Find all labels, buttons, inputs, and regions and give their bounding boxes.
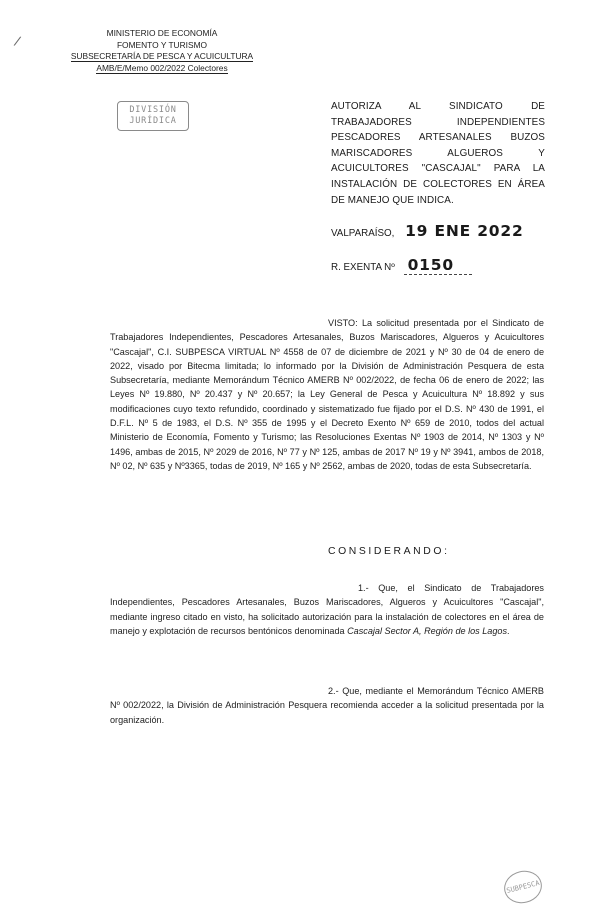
division-stamp: [117, 101, 189, 131]
resolution-label: R. EXENTA Nº: [331, 262, 395, 273]
reference-code: AMB/E/Memo 002/2022 Colectores: [96, 62, 228, 73]
considerando-item-2: [110, 684, 544, 727]
item-1-end: .: [507, 625, 510, 636]
round-stamp-text: SUBPESCA: [505, 879, 541, 895]
visto-label: VISTO:: [328, 318, 358, 328]
subsecretariat-name: SUBSECRETARÍA DE PESCA Y ACUICULTURA: [70, 51, 254, 61]
ministry-name: MINISTERIO DE ECONOMÍA: [106, 28, 218, 38]
item-1-text: Que, el Sindicato de Trabajadores Independientes, Pescadores Artesanales, Buzos Mariscadores, Algueros y Acuicultores "Cascajal", mediante ingreso citado en visto, ha solicitado autorización para la instalación de colectores en el área de manejo y explotación de recursos bentónicos denominada: [110, 583, 544, 636]
ministry-subtitle: FOMENTO Y TURISMO: [116, 39, 208, 50]
resolution-number: [331, 256, 531, 274]
considerando-item-1: [110, 581, 544, 638]
item-2-number: 2.-: [328, 686, 339, 696]
margin-pen-mark: /: [12, 33, 23, 49]
item-1-number: 1.-: [358, 583, 369, 593]
place-date: [331, 222, 531, 240]
item-2-text: Que, mediante el Memorándum Técnico AMERB Nº 002/2022, la División de Administración Pesquera recomienda acceder a la solicitud presentada por la organización.: [110, 686, 544, 725]
visto-paragraph: [110, 316, 544, 473]
document-title: AUTORIZA AL SINDICATO DE TRABAJADORES INDEPENDIENTES PESCADORES ARTESANALES BUZOS MARISCADORES ALGUEROS Y ACUICULTORES "CASCAJAL" PARA LA INSTALACIÓN DE COLECTORES EN ÁREA DE MANEJO QUE INDICA.: [331, 101, 545, 206]
letterhead: [62, 28, 262, 74]
item-1-area-name: Cascajal Sector A, Región de los Lagos: [347, 625, 508, 636]
round-stamp: [501, 867, 546, 907]
visto-text: La solicitud presentada por el Sindicato de Trabajadores Independientes, Pescadores Artesanales, Buzos Mariscadores, Algueros y Acuicultores "Cascajal", C.I. SUBPESCA VIRTUAL Nº 4558 de 07 de diciembre de 2021 y Nº 30 de 04 de enero de 2022, visado por Bitecma limitada; lo informado por la División de Administración Pesquera de esta Subsecretaría, mediante Memorándum Técnico AMERB Nº 002/2022, de fecha 06 de enero de 2022; las Leyes Nº 19.880, Nº 20.437 y Nº 20.657; la Ley General de Pesca y Acuicultura Nº 18.892 y sus modificaciones cuyo texto refundido, coordinado y sistematizado fue fijado por el D.S. Nº 430 de 1991, el D.F.L. Nº 5 de 1983, el D.S. Nº 355 de 1995 y el Decreto Exento Nº 659 de 2010, todos del actual Ministerio de Economía, Fomento y Turismo; las Resoluciones Exentas Nº 1903 de 2014, Nº 1303 y Nº 1496, ambas de 2015, Nº 2029 de 2016, Nº 77 y Nº 125, ambas de 2017 Nº 19 y Nº 3941, ambos de 2018, Nº 02, Nº 635 y Nº3365, todas de 2019, Nº 165 y Nº 2562, ambas de 2020, todas de esta Subsecretaría.: [110, 318, 544, 471]
handwritten-resolution-number: 0150: [404, 256, 472, 275]
considerando-heading: CONSIDERANDO:: [328, 546, 450, 557]
stamp-line-1: DIVISIÓN: [129, 105, 177, 115]
stamp-line-2: JURÍDICA: [129, 116, 177, 126]
place-label: VALPARAÍSO,: [331, 228, 395, 239]
handwritten-date: 19 ENE 2022: [405, 222, 524, 240]
